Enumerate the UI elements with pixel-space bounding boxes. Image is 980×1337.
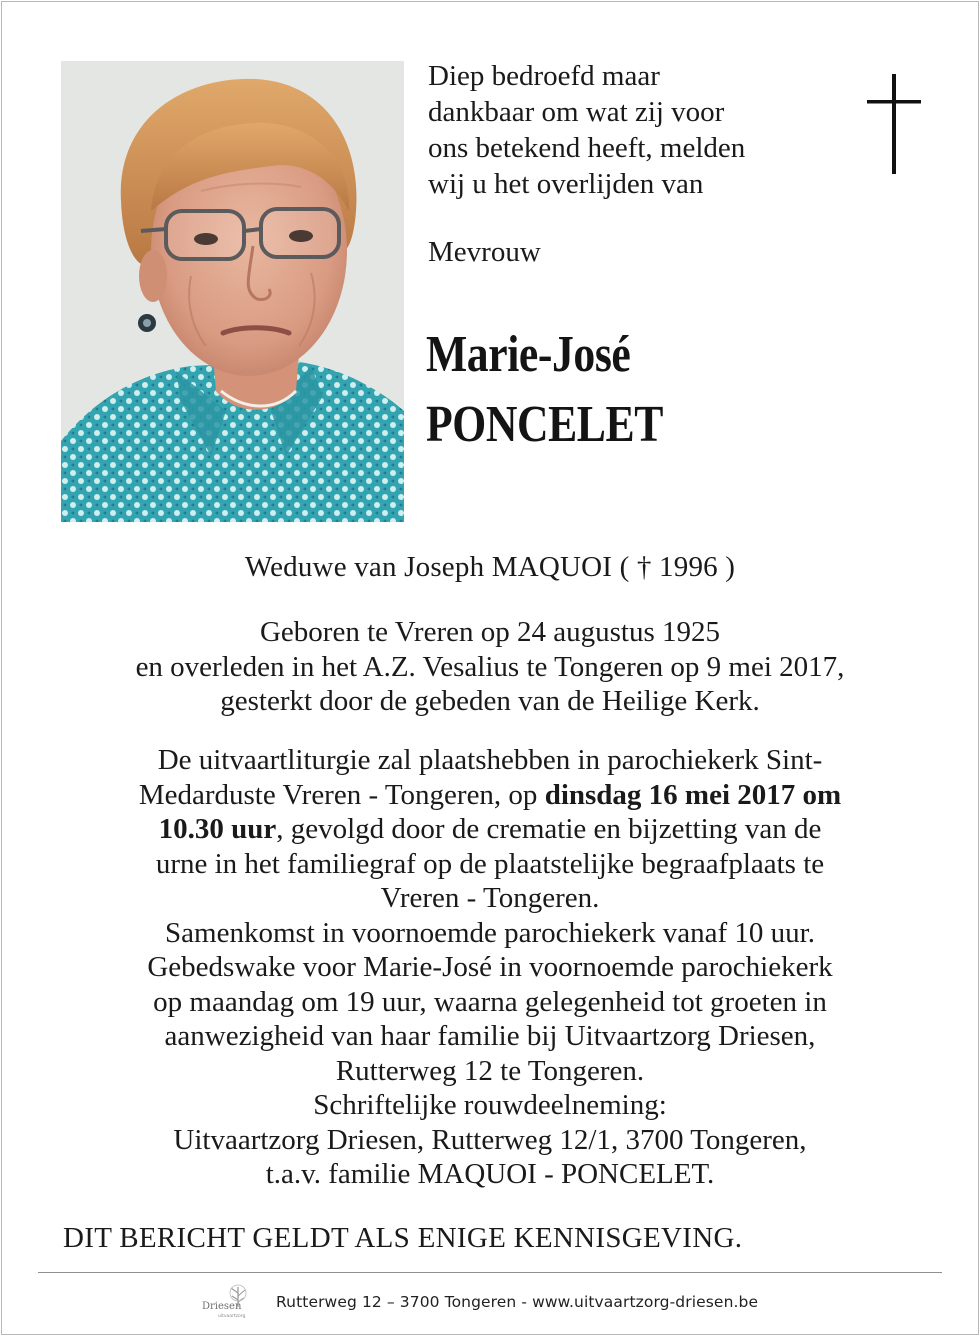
latin-cross-icon	[864, 74, 924, 174]
footer	[198, 1282, 758, 1322]
official-notice: DIT BERICHT GELDT ALS ENIGE KENNISGEVING.	[63, 1222, 743, 1254]
condolence-address: Uitvaartzorg Driesen, Rutterweg 12/1, 3700 Tongeren,	[173, 1123, 807, 1156]
intro-text: Diep bedroefd maar dankbaar om wat zij voor ons betekend heeft, melden wij u het overlijden van	[428, 60, 746, 200]
first-name: Marie-José	[426, 326, 631, 383]
vigil-line: Gebedswake voor Marie-José in voornoemde parochiekerk	[147, 951, 833, 983]
funeral-paragraph	[42, 743, 938, 1192]
honorific: Mevrouw	[428, 236, 541, 268]
funeral-text: , gevolgd door de crematie en bijzetting van de	[276, 813, 822, 845]
footer-divider	[38, 1272, 942, 1273]
portrait-photo	[61, 61, 404, 522]
last-name: PONCELET	[426, 396, 663, 453]
funeral-line: Vreren - Tongeren.	[380, 882, 600, 914]
vigil-line: Rutterweg 12 te Tongeren.	[335, 1054, 645, 1087]
vigil-line: op maandag om 19 uur, waarna gelegenheid tot groeten in	[153, 985, 827, 1018]
death-line: en overleden in het A.Z. Vesalius te Tongeren op 9 mei 2017,	[135, 650, 845, 683]
obituary-card	[1, 1, 979, 1335]
funeral-text: Medarduste Vreren - Tongeren, op	[138, 778, 545, 811]
funeral-line	[42, 812, 938, 847]
funeral-line: De uitvaartliturgie zal plaatshebben in parochiekerk Sint-	[157, 744, 823, 776]
funeral-date: dinsdag 16 mei 2017 om	[544, 778, 842, 811]
funeral-time: 10.30 uur	[158, 813, 277, 845]
condolence-family: t.a.v. familie MAQUOI - PONCELET.	[265, 1158, 715, 1190]
deceased-name	[426, 320, 663, 460]
birth-line: Geboren te Vreren op 24 augustus 1925	[259, 616, 720, 648]
tree-logo-icon	[198, 1283, 262, 1321]
vigil-line: aanwezigheid van haar familie bij Uitvaartzorg Driesen,	[164, 1020, 816, 1052]
condolence-heading: Schriftelijke rouwdeelneming:	[313, 1089, 667, 1121]
widow-of-line: Weduwe van Joseph MAQUOI ( † 1996 )	[244, 551, 736, 583]
footer-address: Rutterweg 12 – 3700 Tongeren - www.uitvaartzorg-driesen.be	[276, 1293, 759, 1311]
funeral-line	[42, 778, 938, 813]
church-line: gesterkt door de gebeden van de Heilige Kerk.	[220, 685, 760, 717]
logo-text: Driesen	[202, 1301, 242, 1312]
funeral-line: urne in het familiegraf op de plaatstelijke begraafplaats te	[155, 847, 825, 880]
gathering-line: Samenkomst in voornoemde parochiekerk vanaf 10 uur.	[165, 916, 815, 949]
portrait-illustration	[61, 61, 404, 522]
logo-subtext: uitvaartzorg	[218, 1314, 246, 1319]
birth-death-paragraph	[42, 615, 938, 719]
